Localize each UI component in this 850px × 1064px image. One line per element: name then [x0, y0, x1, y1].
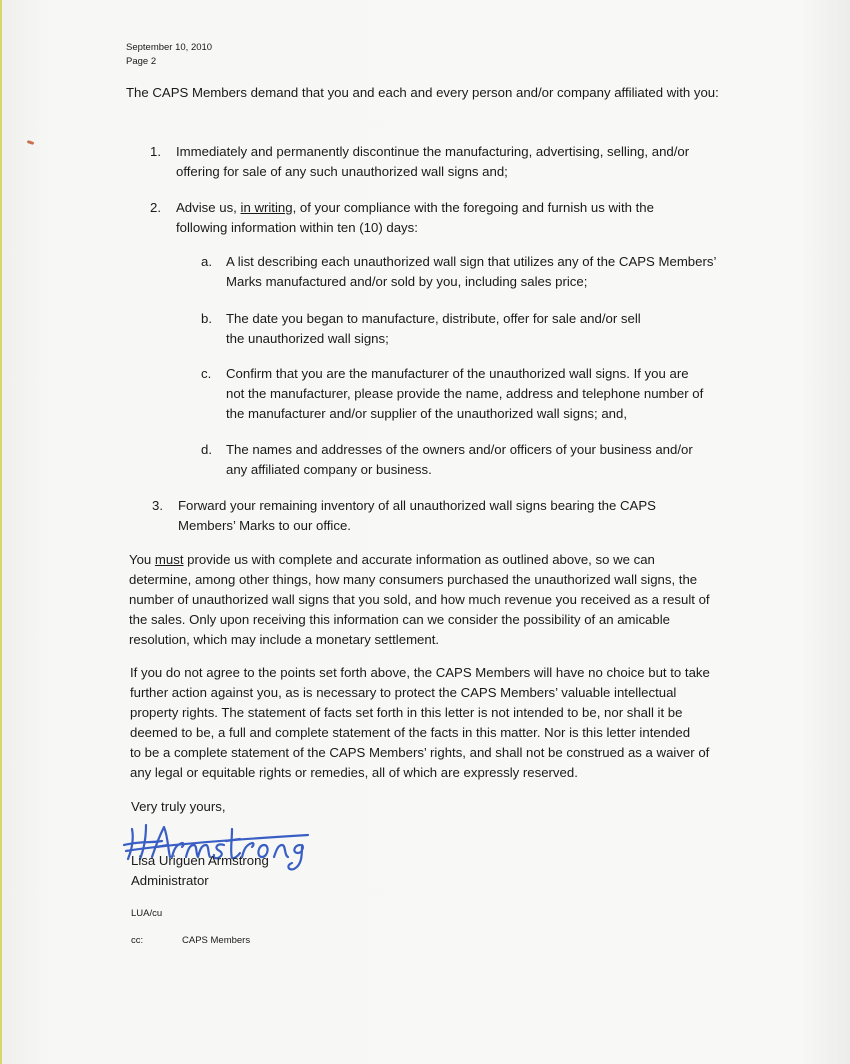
- signer-title: Administrator: [131, 873, 209, 888]
- paragraph-line: resolution, which may include a monetary settlement.: [129, 632, 440, 647]
- text-span: provide us with complete and accurate information as outlined above, so we can: [183, 552, 655, 567]
- subitem-line: The date you began to manufacture, distribute, offer for sale and/or sell: [226, 311, 641, 326]
- paragraph-line: number of unauthorized wall signs that you sold, and how much revenue you received as a result of: [129, 592, 710, 607]
- subitem-line: the unauthorized wall signs;: [226, 331, 389, 346]
- signoff: Very truly yours,: [131, 799, 226, 814]
- closing-paragraph: [130, 663, 770, 783]
- subitem-letter: c.: [201, 366, 212, 381]
- paragraph-line: to be a complete statement of the CAPS Members’ rights, and shall not be construed as a waiver of: [130, 745, 710, 760]
- item-line: Immediately and permanently discontinue the manufacturing, advertising, selling, and/or: [176, 144, 690, 159]
- subitem-line: Confirm that you are the manufacturer of the unauthorized wall signs. If you are: [226, 366, 689, 381]
- paragraph-line: deemed to be, a full and complete statement of the facts in this matter. Nor is this letter intended: [130, 725, 691, 740]
- subitem-line: Marks manufactured and/or sold by you, including sales price;: [226, 274, 588, 289]
- underlined-in-writing: in writing: [240, 200, 293, 215]
- paragraph-line: [129, 550, 769, 570]
- letter-header: [126, 41, 212, 69]
- must-paragraph: [129, 550, 769, 650]
- subitem-letter: a.: [201, 254, 212, 269]
- text-span: , of your compliance with the foregoing and furnish us with the: [292, 200, 654, 215]
- item-number: 2.: [150, 200, 161, 215]
- subitem-line: A list describing each unauthorized wall sign that utilizes any of the CAPS Members’: [226, 254, 717, 269]
- subitem-letter: d.: [201, 442, 212, 457]
- paragraph-line: further action against you, as is necessary to protect the CAPS Members’ valuable intellectual: [130, 685, 677, 700]
- item-line: Forward your remaining inventory of all unauthorized wall signs bearing the CAPS: [178, 498, 656, 513]
- underlined-must: must: [154, 552, 184, 567]
- item-line: offering for sale of any such unauthorized wall signs and;: [176, 164, 508, 179]
- subitem-line: The names and addresses of the owners and/or officers of your business and/or: [226, 442, 693, 457]
- typist-initials: LUA/cu: [131, 908, 163, 919]
- subitem-line: the manufacturer and/or supplier of the unauthorized wall signs; and,: [226, 406, 627, 421]
- stray-mark: [27, 140, 35, 145]
- text-span: Advise us,: [176, 200, 241, 215]
- item-line: following information within ten (10) days:: [176, 220, 418, 235]
- signer-name: Lisa Uriguen Armstrong: [131, 853, 269, 868]
- signer-block: [131, 851, 269, 891]
- cc-recipient: CAPS Members: [182, 935, 251, 946]
- paragraph-line: any legal or equitable rights or remedies, all of which are expressly reserved.: [130, 765, 578, 780]
- intro-paragraph: The CAPS Members demand that you and each and every person and/or company affiliated with you:: [126, 85, 719, 100]
- subitem-letter: b.: [201, 311, 212, 326]
- page-edge: [0, 0, 2, 1064]
- page-number: Page 2: [126, 56, 157, 67]
- item-line: Members’ Marks to our office.: [178, 518, 351, 533]
- paragraph-line: the sales. Only upon receiving this information can we consider the possibility of an amicable: [129, 612, 670, 627]
- paragraph-line: determine, among other things, how many consumers purchased the unauthorized wall signs, the: [129, 572, 698, 587]
- item-number: 1.: [150, 144, 161, 159]
- paragraph-line: If you do not agree to the points set forth above, the CAPS Members will have no choice but to take: [130, 665, 710, 680]
- item-line: [176, 198, 756, 218]
- cc-label: cc:: [131, 935, 144, 946]
- subitem-line: any affiliated company or business.: [226, 462, 432, 477]
- subitem-line: not the manufacturer, please provide the name, address and telephone number of: [226, 386, 704, 401]
- letter-date: September 10, 2010: [126, 42, 213, 53]
- paragraph-line: property rights. The statement of facts set forth in this letter is not intended to be, nor shall it be: [130, 705, 683, 720]
- item-number: 3.: [152, 498, 163, 513]
- text-span: You: [129, 552, 155, 567]
